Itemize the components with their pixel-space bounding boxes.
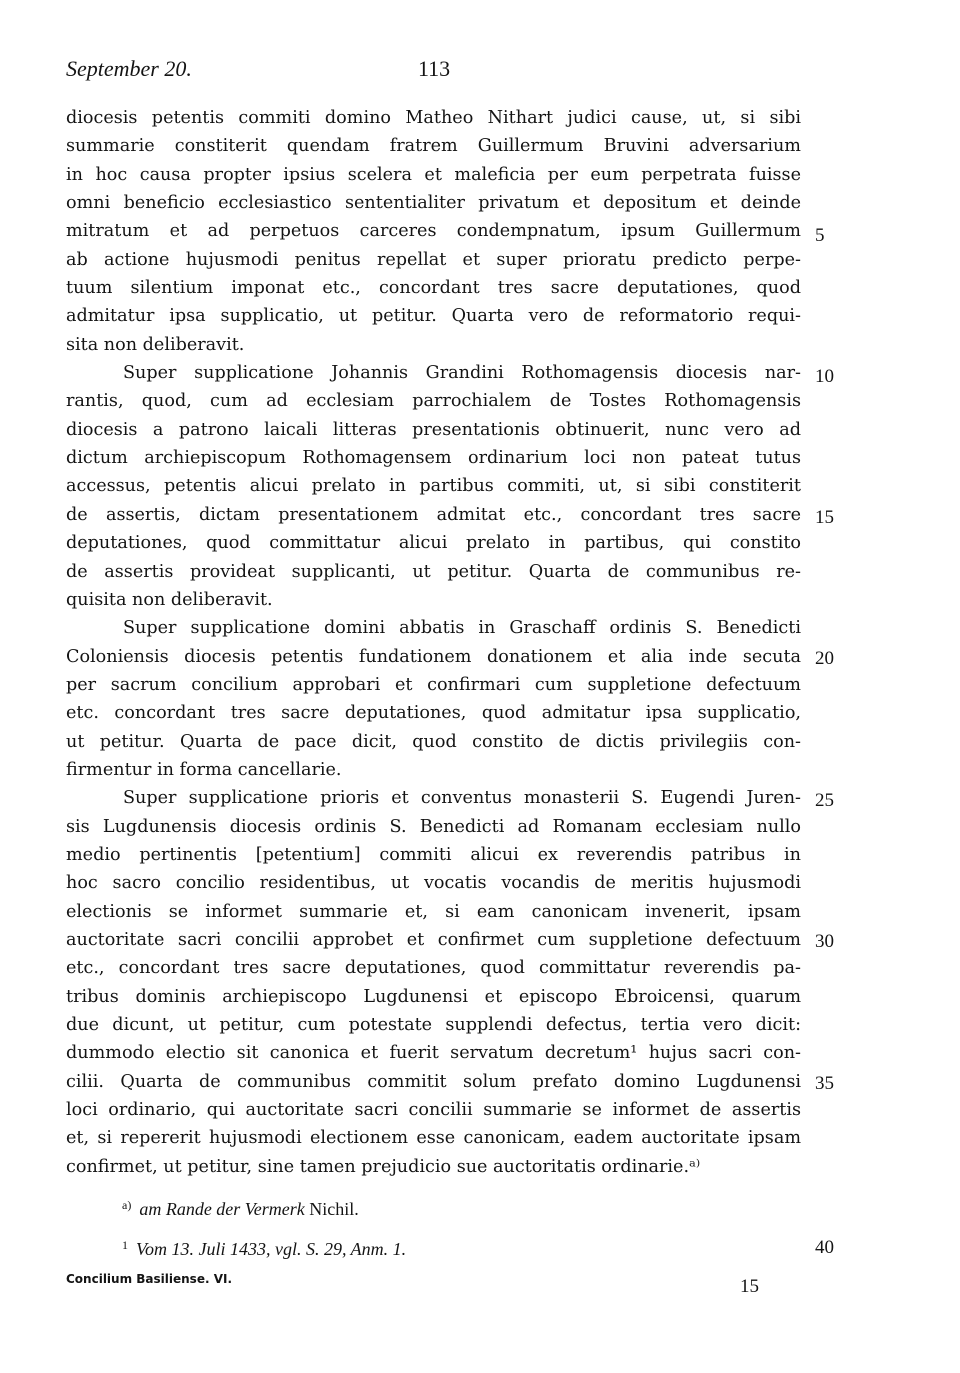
text-line: auctoritate sacri concilii approbet et confirmet cum suppletione defectuum bbox=[66, 929, 801, 950]
text-line: admitatur ipsa supplicatio, ut petitur. Quarta vero de reformatorio requi- bbox=[66, 306, 801, 327]
paragraph-start-line: Super supplicatione domini abbatis in Graschaff ordinis S. Benedicti bbox=[123, 618, 801, 639]
footnote-a-mark: a) bbox=[122, 1198, 132, 1212]
text-line: diocesis a patrono laicali litteras presentationis obtinuerit, nunc vero ad bbox=[66, 419, 801, 440]
paragraph-start-line: Super supplicatione prioris et conventus monasterii S. Eugendi Juren- bbox=[123, 788, 801, 809]
margin-line-number: 30 bbox=[815, 931, 834, 952]
margin-line-number: 5 bbox=[815, 225, 825, 246]
text-line: sita non deliberavit. bbox=[66, 334, 245, 355]
text-line: confirmet, ut petitur, sine tamen prejudicio sue auctoritatis ordinarie.ᵃ⁾ bbox=[66, 1156, 701, 1177]
text-line: ab actione hujusmodi penitus repellat et super prioratu predicto perpe- bbox=[66, 249, 801, 270]
text-line: etc. concordant tres sacre deputationes, quod admitatur ipsa supplicatio, bbox=[66, 703, 801, 724]
margin-line-number: 15 bbox=[815, 507, 834, 528]
text-line: tuum silentium imponat etc., concordant tres sacre deputationes, quod bbox=[66, 278, 801, 299]
text-line: per sacrum concilium approbari et confirmari cum suppletione defectuum bbox=[66, 674, 801, 695]
text-line: mitratum et ad perpetuos carceres condempnatum, ipsum Guillermum bbox=[66, 221, 801, 242]
text-line: de assertis provideat supplicanti, ut petitur. Quarta de communibus re- bbox=[66, 561, 801, 582]
footnote-1 bbox=[122, 1238, 406, 1262]
text-line: de assertis, dictam presentationem admitat etc., concordant tres sacre bbox=[66, 504, 801, 525]
text-line: Coloniensis diocesis petentis fundationem donationem et alia inde secuta bbox=[66, 646, 801, 667]
text-line: cilii. Quarta de communibus commitit solum prefato domino Lugdunensi bbox=[66, 1071, 801, 1092]
text-line: loci ordinario, qui auctoritate sacri concilii summarie se informet de assertis bbox=[66, 1100, 801, 1121]
text-line: omni beneficio ecclesiastico sententialiter privatum et depositum et deinde bbox=[66, 193, 801, 214]
text-line: electionis se informet summarie et, si eam canonicam invenerit, ipsam bbox=[66, 901, 801, 922]
margin-line-number: 40 bbox=[815, 1237, 834, 1258]
collection-imprint: Concilium Basiliense. VI. bbox=[66, 1272, 233, 1286]
footnote-a-text: Nichil. bbox=[309, 1199, 359, 1219]
signature-mark: 15 bbox=[740, 1276, 759, 1297]
text-line: quisita non deliberavit. bbox=[66, 589, 273, 610]
text-line: dummodo electio sit canonica et fuerit servatum decretum¹ hujus sacri con- bbox=[66, 1043, 801, 1064]
text-line: diocesis petentis commiti domino Matheo Nithart judici cause, ut, si sibi bbox=[66, 108, 801, 128]
paragraph-start-line: Super supplicatione Johannis Grandini Rothomagensis diocesis nar- bbox=[123, 363, 801, 384]
text-line: dictum archiepiscopum Rothomagensem ordinarium loci non pateat tutus bbox=[66, 448, 801, 469]
text-line: deputationes, quod committatur alicui prelato in partibus, qui constito bbox=[66, 533, 801, 554]
page-number: 113 bbox=[418, 56, 451, 81]
text-line: et, si repererit hujusmodi electionem esse canonicam, eadem auctoritate ipsam bbox=[66, 1128, 801, 1149]
text-line: summarie constiterit quendam fratrem Guillermum Bruvini adversarium bbox=[66, 136, 801, 157]
margin-line-number: 25 bbox=[815, 790, 834, 811]
margin-line-number: 10 bbox=[815, 366, 834, 387]
margin-line-number: 35 bbox=[815, 1073, 834, 1094]
text-line: accessus, petentis alicui prelato in partibus commiti, ut, si sibi constiterit bbox=[66, 476, 801, 497]
text-line: medio pertinentis [petentium] commiti alicui ex reverendis patribus in bbox=[66, 844, 801, 865]
running-title: September 20. bbox=[66, 56, 192, 81]
text-line: hoc sacro concilio residentibus, ut vocatis vocandis de meritis hujusmodi bbox=[66, 873, 801, 894]
text-line: firmentur in forma cancellarie. bbox=[66, 759, 342, 780]
text-line: rantis, quod, cum ad ecclesiam parrochialem de Tostes Rothomagensis bbox=[66, 391, 801, 412]
text-line: sis Lugdunensis diocesis ordinis S. Benedicti ad Romanam ecclesiam nullo bbox=[66, 816, 801, 837]
body-text bbox=[66, 104, 801, 1181]
footnote-1-mark: 1 bbox=[122, 1238, 128, 1252]
text-line: ut petitur. Quarta de pace dicit, quod constito de dictis privilegiis con- bbox=[66, 731, 801, 752]
text-line: tribus dominis archiepiscopo Lugdunensi et episcopo Ebroicensi, quarum bbox=[66, 986, 801, 1007]
footnote-a-italic: am Rande der Vermerk bbox=[139, 1199, 305, 1219]
text-line: etc., concordant tres sacre deputationes, quod committatur reverendis pa- bbox=[66, 958, 801, 979]
margin-line-number: 20 bbox=[815, 648, 834, 669]
footnote-1-text: Vom 13. Juli 1433, vgl. S. 29, Anm. 1. bbox=[136, 1239, 407, 1259]
text-line: due dicunt, ut petitur, cum potestate supplendi defectus, tertia vero dicit: bbox=[66, 1015, 801, 1035]
footnote-a bbox=[122, 1198, 359, 1222]
text-line: in hoc causa propter ipsius scelera et maleficia per eum perpetrata fuisse bbox=[66, 164, 801, 185]
